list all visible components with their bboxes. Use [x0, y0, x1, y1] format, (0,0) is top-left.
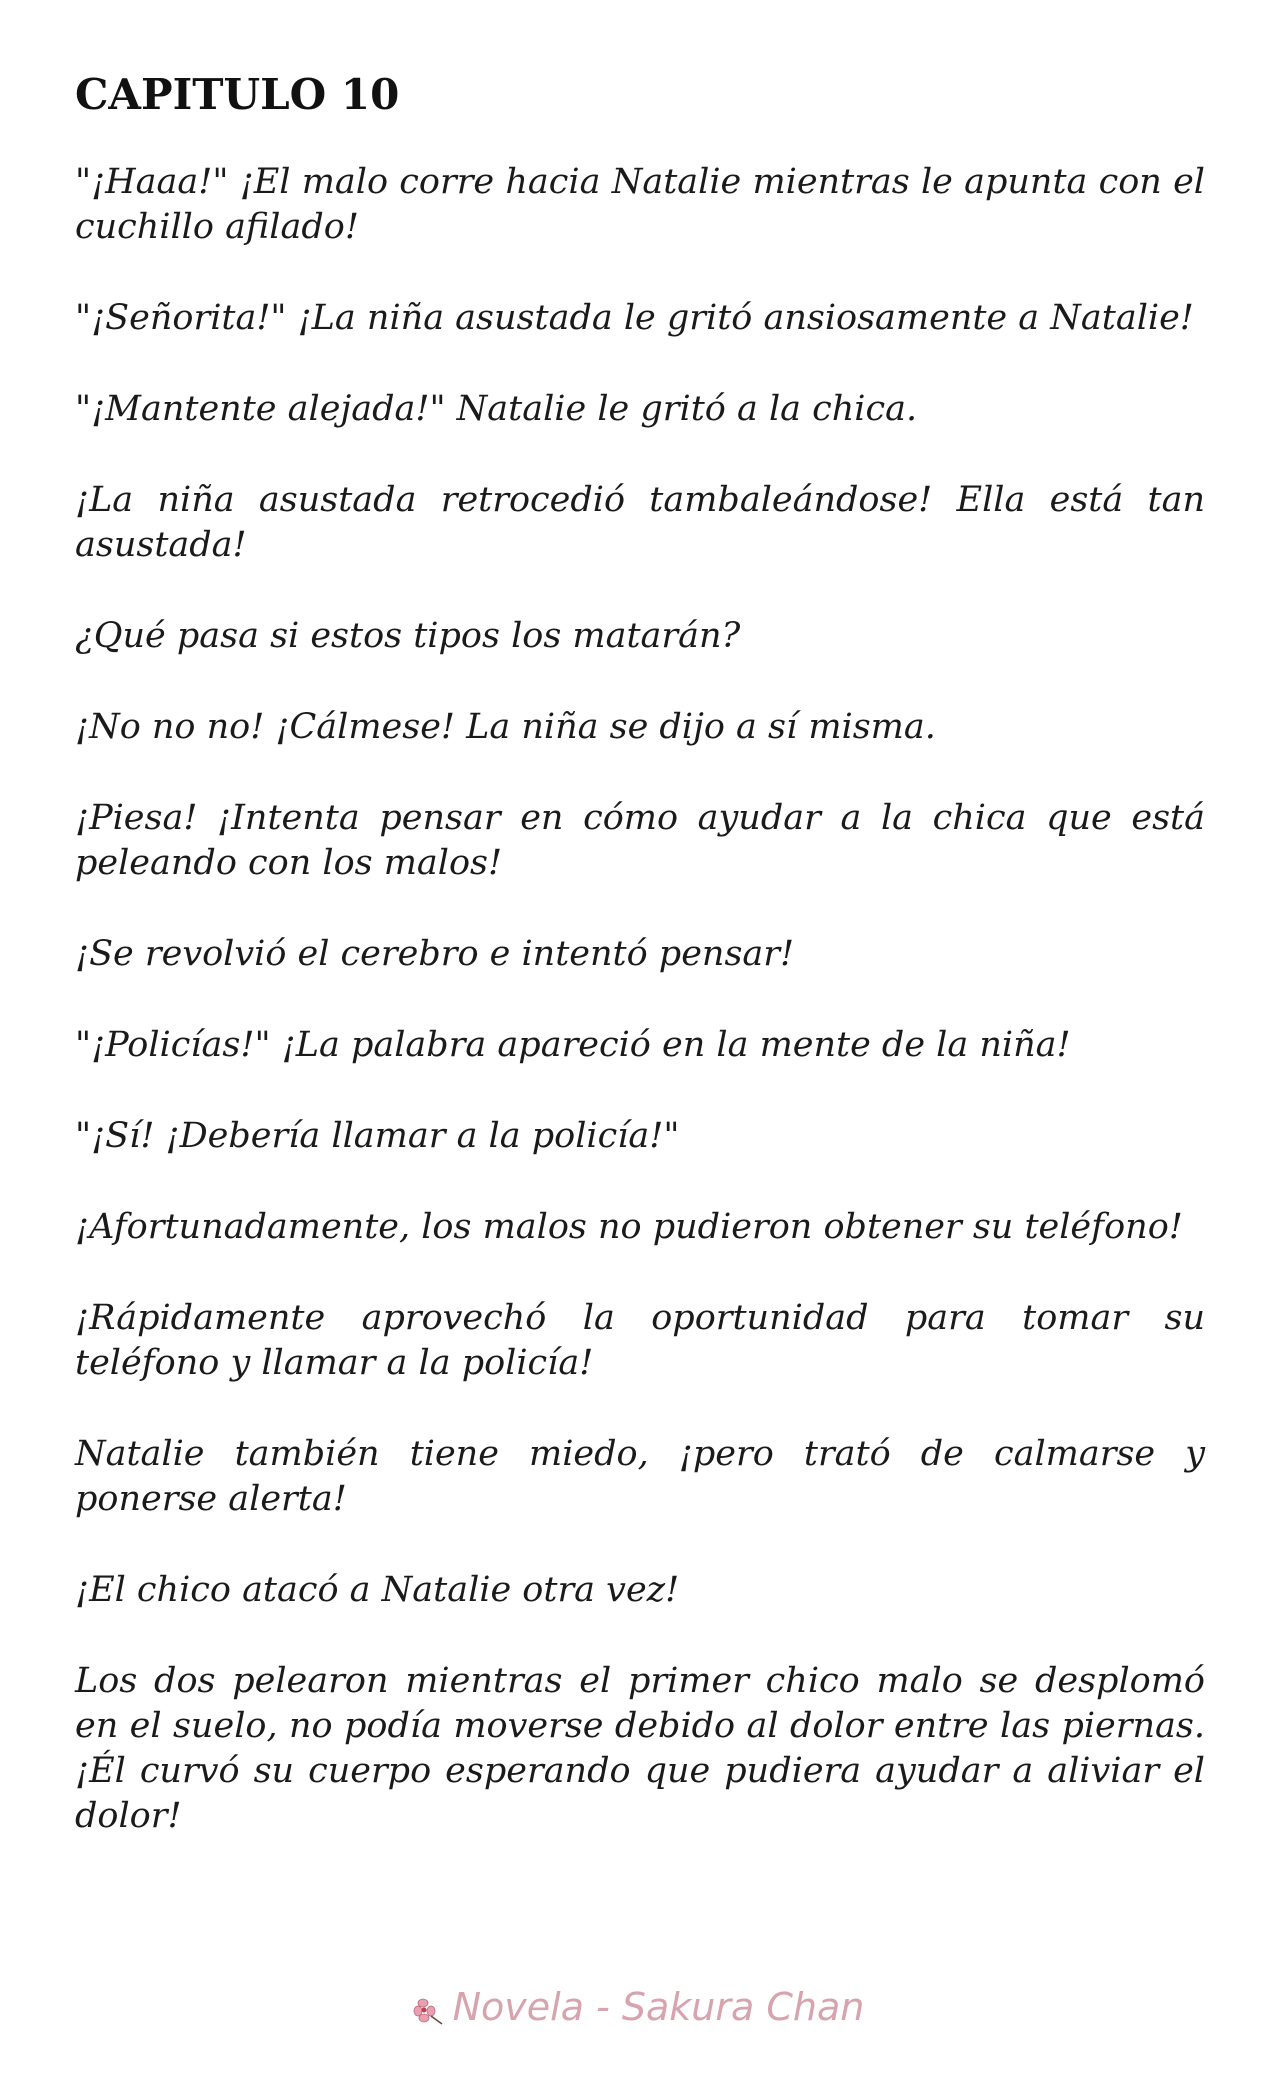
sakura-flower-icon	[411, 1993, 445, 2027]
paragraph: ¿Qué pasa si estos tipos los matarán?	[75, 616, 741, 657]
watermark	[0, 1985, 1275, 2029]
watermark-text: Novela - Sakura Chan	[452, 1985, 865, 2029]
paragraph: Los dos pelearon mientras el primer chico malo se desplomó en el suelo, no podía moverse debido al dolor entre las piernas. ¡Él curvó su cuerpo esperando que pudiera ayudar a aliviar el dolor!	[75, 1661, 1205, 1837]
paragraph: ¡No no no! ¡Cálmese! La niña se dijo a sí misma.	[75, 707, 936, 748]
paragraph: "¡Haaa!" ¡El malo corre hacia Natalie mientras le apunta con el cuchillo afilado!	[75, 162, 1205, 248]
paragraph: ¡Rápidamente aprovechó la oportunidad para tomar su teléfono y llamar a la policía!	[75, 1298, 1205, 1384]
paragraph: "¡Señorita!" ¡La niña asustada le gritó ansiosamente a Natalie!	[75, 298, 1194, 339]
chapter-title: CAPITULO 10	[75, 70, 400, 119]
document-page	[75, 70, 1205, 1885]
paragraph: ¡Piesa! ¡Intenta pensar en cómo ayudar a la chica que está peleando con los malos!	[75, 798, 1205, 884]
paragraph: Natalie también tiene miedo, ¡pero trató de calmarse y ponerse alerta!	[75, 1434, 1205, 1520]
paragraph: "¡Sí! ¡Debería llamar a la policía!"	[75, 1116, 680, 1157]
paragraph: "¡Mantente alejada!" Natalie le gritó a la chica.	[75, 389, 918, 430]
paragraph: ¡Se revolvió el cerebro e intentó pensar!	[75, 934, 795, 975]
paragraph: "¡Policías!" ¡La palabra apareció en la mente de la niña!	[75, 1025, 1071, 1066]
paragraph: ¡El chico atacó a Natalie otra vez!	[75, 1570, 680, 1611]
paragraph: ¡Afortunadamente, los malos no pudieron obtener su teléfono!	[75, 1207, 1183, 1248]
paragraph: ¡La niña asustada retrocedió tambaleándose! Ella está tan asustada!	[75, 480, 1205, 566]
